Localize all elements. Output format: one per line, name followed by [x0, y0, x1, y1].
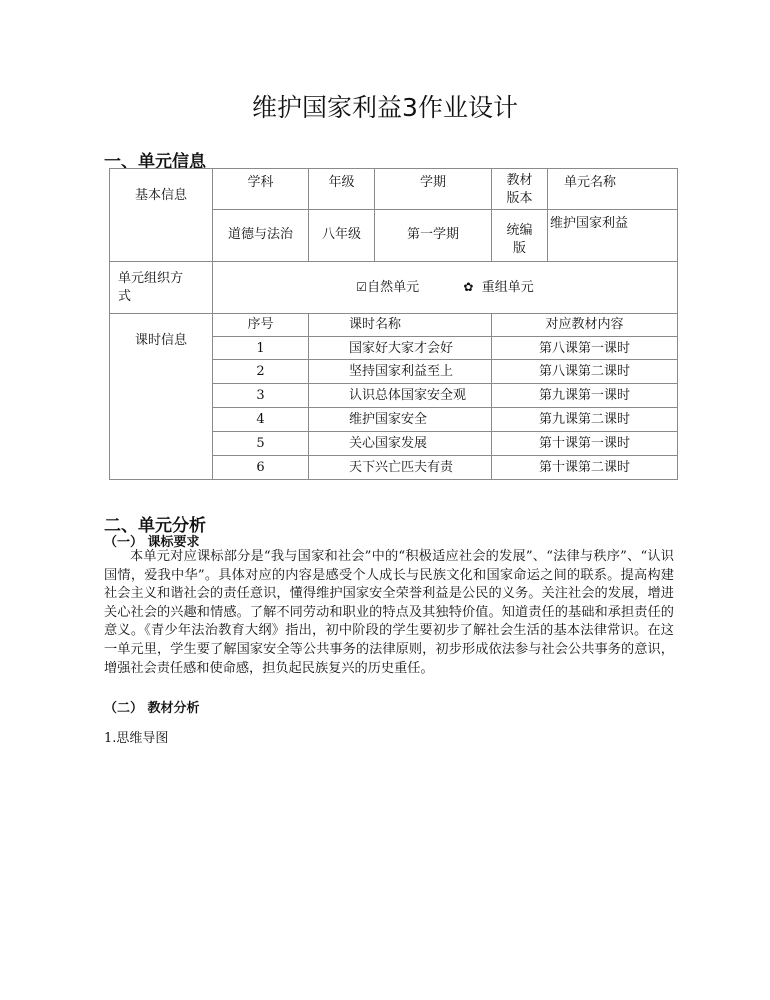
value-textbook-line2: 版 [512, 241, 526, 256]
lesson-content: 第九课第一课时 [492, 384, 678, 408]
natural-unit-label: 自然单元 [367, 280, 420, 295]
lesson-name: 认识总体国家安全观 [309, 384, 492, 408]
header-textbook [492, 169, 548, 210]
header-lesson-no: 序号 [213, 314, 309, 337]
value-textbook-line1: 统编 [506, 223, 533, 238]
header-grade: 年级 [309, 169, 375, 210]
header-term: 学期 [375, 169, 492, 210]
value-subject: 道德与法治 [213, 210, 309, 262]
lesson-no: 2 [213, 360, 309, 384]
lesson-info-label: 课时信息 [110, 314, 213, 480]
lesson-no: 4 [213, 408, 309, 432]
lesson-content: 第八课第二课时 [492, 360, 678, 384]
flower-icon: ✿ [463, 280, 474, 294]
header-unit-name: 单元名称 [548, 169, 678, 210]
lesson-name: 国家好大家才会好 [309, 337, 492, 360]
header-lesson-content: 对应教材内容 [492, 314, 678, 337]
header-subject: 学科 [213, 169, 309, 210]
lesson-no: 6 [213, 456, 309, 480]
checked-box-icon: ☑ [356, 280, 368, 294]
natural-unit-checkbox[interactable] [356, 280, 419, 295]
regroup-unit-label: 重组单元 [481, 280, 534, 295]
mind-map-item: 1.思维导图 [104, 731, 169, 746]
curriculum-paragraph: 本单元对应课标部分是“我与国家和社会”中的“积极适应社会的发展”、“法律与秩序”、“认识国情，爱我中华”。具体对应的内容是感受个人成长与民族文化和国家命运之间的联系。提高构建社会主义和谐社会的责任意识，懂得维护国家安全荣誉利益是公民的义务。关注社会的发展，增进关心社会的兴趣和情感。了解不同劳动和职业的特点及其独特价值。知道责任的基础和承担责任的意义。《青少年法治教育大纲》指出，初中阶段的学生要初步了解社会生活的基本法律常识。在这一单元里，学生要了解国家安全等公共事务的法律原则，初步形成依法参与社会公共事务的意识，增强社会责任感和使命感，担负起民族复兴的历史重任。 [104, 549, 674, 676]
header-lesson-name: 课时名称 [309, 314, 492, 337]
value-term: 第一学期 [375, 210, 492, 262]
lesson-no: 3 [213, 384, 309, 408]
organization-label-line1: 单元组织方 [118, 271, 184, 286]
unit-info-table [109, 168, 678, 480]
organization-label-line2: 式 [118, 289, 132, 304]
section-heading-unit-info: 一、单元信息 [104, 152, 206, 172]
header-textbook-line2: 版本 [506, 191, 533, 206]
header-textbook-line1: 教材 [506, 173, 533, 188]
lesson-content: 第十课第二课时 [492, 456, 678, 480]
lesson-name: 坚持国家利益至上 [309, 360, 492, 384]
lesson-no: 1 [213, 337, 309, 360]
subheading-textbook-analysis: （二） 教材分析 [104, 701, 200, 716]
lesson-content: 第八课第一课时 [492, 337, 678, 360]
section-heading-unit-analysis: 二、单元分析 [104, 516, 206, 536]
lesson-content: 第九课第二课时 [492, 408, 678, 432]
organization-label [110, 262, 213, 314]
lesson-name: 关心国家发展 [309, 432, 492, 456]
subheading-curriculum: （一） 课标要求 [104, 535, 200, 550]
value-unit-name: 维护国家利益 [548, 210, 678, 262]
lesson-content: 第十课第一课时 [492, 432, 678, 456]
value-grade: 八年级 [309, 210, 375, 262]
page-title: 维护国家利益3作业设计 [252, 93, 518, 122]
lesson-name: 天下兴亡匹夫有责 [309, 456, 492, 480]
basic-info-label: 基本信息 [110, 169, 213, 262]
value-textbook [492, 210, 548, 262]
organization-options [213, 262, 678, 314]
lesson-name: 维护国家安全 [309, 408, 492, 432]
lesson-no: 5 [213, 432, 309, 456]
regroup-unit-checkbox[interactable] [463, 280, 533, 295]
